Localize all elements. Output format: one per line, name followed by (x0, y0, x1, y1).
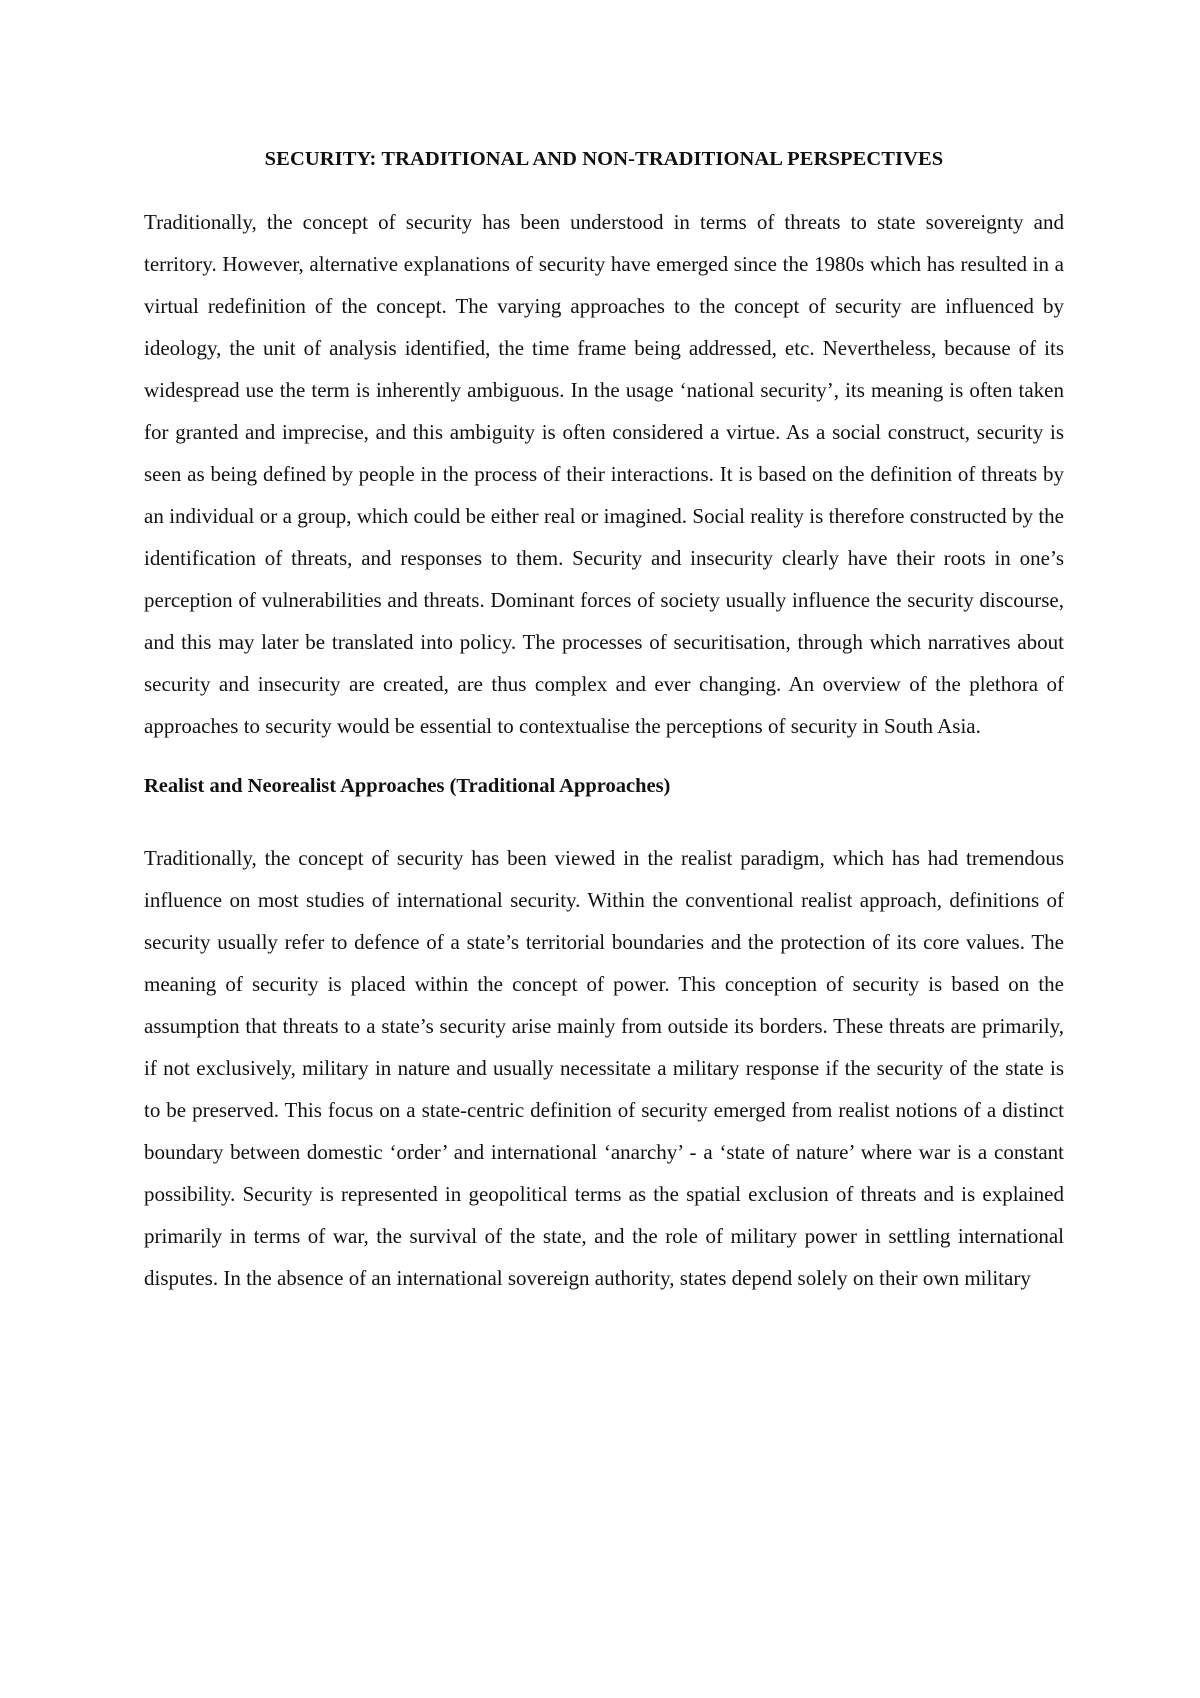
document-title: SECURITY: TRADITIONAL AND NON-TRADITIONAL PERSPECTIVES (264, 148, 944, 170)
body-paragraph-1: Traditionally, the concept of security has been understood in terms of threats to state sovereignty and territory. However, alternative explanations of security have emerged since the 1980s which has resulted in a virtual redefinition of the concept. The varying approaches to the concept of security are influenced by ideology, the unit of analysis identified, the time frame being addressed, etc. Nevertheless, because of its widespread use the term is inherently ambiguous. In the usage ‘national security’, its meaning is often taken for granted and imprecise, and this ambiguity is often considered a virtue. As a social construct, security is seen as being defined by people in the process of their interactions. It is based on the definition of threats by an individual or a group, which could be either real or imagined. Social reality is therefore constructed by the identification of threats, and responses to them. Security and insecurity clearly have their roots in one’s perception of vulnerabilities and threats. Dominant forces of society usually influence the security discourse, and this may later be translated into policy. The processes of securitisation, through which narratives about security and insecurity are created, are thus complex and ever changing. An overview of the plethora of approaches to security would be essential to contextualise the perceptions of security in South Asia. (144, 210, 1064, 738)
section-heading: Realist and Neorealist Approaches (Traditional Approaches) (144, 775, 671, 797)
body-paragraph-2: Traditionally, the concept of security has been viewed in the realist paradigm, which has had tremendous influence on most studies of international security. Within the conventional realist approach, definitions of security usually refer to defence of a state’s territorial boundaries and the protection of its core values. The meaning of security is placed within the concept of power. This conception of security is based on the assumption that threats to a state’s security arise mainly from outside its borders. These threats are primarily, if not exclusively, military in nature and usually necessitate a military response if the security of the state is to be preserved. This focus on a state-centric definition of security emerged from realist notions of a distinct boundary between domestic ‘order’ and international ‘anarchy’ - a ‘state of nature’ where war is a constant possibility. Security is represented in geopolitical terms as the spatial exclusion of threats and is explained primarily in terms of war, the survival of the state, and the role of military power in settling international disputes. In the absence of an international sovereign authority, states depend solely on their own military (144, 846, 1064, 1290)
